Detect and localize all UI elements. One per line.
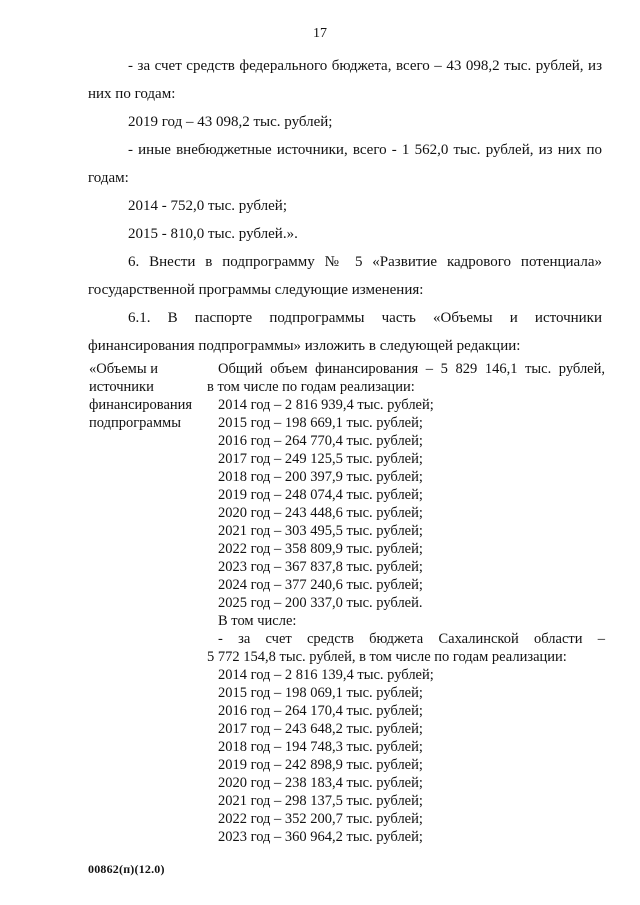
- regional-year-line: 2018 год – 194 748,3 тыс. рублей;: [218, 739, 423, 755]
- total-year-line: 2021 год – 303 495,5 тыс. рублей;: [218, 523, 423, 539]
- paragraph-extra-budget-line2: годам:: [88, 170, 129, 186]
- paragraph-item-6-line2: государственной программы следующие изменения:: [88, 282, 424, 298]
- regional-year-line: 2014 год – 2 816 139,4 тыс. рублей;: [218, 667, 434, 683]
- total-year-line: 2024 год – 377 240,6 тыс. рублей;: [218, 577, 423, 593]
- paragraph-2014-amount: 2014 - 752,0 тыс. рублей;: [128, 198, 287, 214]
- financing-label-line: источники: [89, 379, 154, 395]
- regional-budget-line2: 5 772 154,8 тыс. рублей, в том числе по годам реализации:: [207, 649, 567, 665]
- total-financing-line2: в том числе по годам реализации:: [207, 379, 415, 395]
- total-year-line: 2016 год – 264 770,4 тыс. рублей;: [218, 433, 423, 449]
- paragraph-item-6-1-line2: финансирования подпрограммы» изложить в следующей редакции:: [88, 338, 521, 354]
- paragraph-extra-budget-line1: - иные внебюджетные источники, всего - 1 562,0 тыс. рублей, из них по: [128, 142, 602, 158]
- financing-label-column: [89, 360, 201, 432]
- total-year-line: 2017 год – 249 125,5 тыс. рублей;: [218, 451, 423, 467]
- paragraph-2015-amount: 2015 - 810,0 тыс. рублей.».: [128, 226, 298, 242]
- regional-year-line: 2016 год – 264 170,4 тыс. рублей;: [218, 703, 423, 719]
- financing-label-line: «Объемы и: [89, 361, 158, 377]
- total-year-line: 2014 год – 2 816 939,4 тыс. рублей;: [218, 397, 434, 413]
- total-year-line: 2018 год – 200 397,9 тыс. рублей;: [218, 469, 423, 485]
- total-year-line: 2023 год – 367 837,8 тыс. рублей;: [218, 559, 423, 575]
- document-code: 00862(п)(12.0): [88, 862, 165, 876]
- regional-year-line: 2017 год – 243 648,2 тыс. рублей;: [218, 721, 423, 737]
- total-year-line: 2019 год – 248 074,4 тыс. рублей;: [218, 487, 423, 503]
- regional-year-line: 2023 год – 360 964,2 тыс. рублей;: [218, 829, 423, 845]
- page-number: 17: [313, 26, 327, 41]
- paragraph-2019-amount: 2019 год – 43 098,2 тыс. рублей;: [128, 114, 333, 130]
- total-financing-line1: Общий объем финансирования – 5 829 146,1 тыс. рублей,: [218, 361, 605, 377]
- regional-year-line: 2015 год – 198 069,1 тыс. рублей;: [218, 685, 423, 701]
- regional-year-line: 2020 год – 238 183,4 тыс. рублей;: [218, 775, 423, 791]
- regional-budget-line1: - за счет средств бюджета Сахалинской области –: [218, 631, 605, 647]
- total-year-line: 2020 год – 243 448,6 тыс. рублей;: [218, 505, 423, 521]
- including-heading: В том числе:: [218, 613, 297, 629]
- regional-year-line: 2021 год – 298 137,5 тыс. рублей;: [218, 793, 423, 809]
- regional-year-line: 2022 год – 352 200,7 тыс. рублей;: [218, 811, 423, 827]
- financing-label-line: финансирования: [89, 397, 193, 413]
- paragraph-item-6-line1: 6. Внести в подпрограмму № 5 «Развитие кадрового потенциала»: [128, 254, 602, 270]
- paragraph-federal-budget-line2: них по годам:: [88, 86, 176, 102]
- regional-year-line: 2019 год – 242 898,9 тыс. рублей;: [218, 757, 423, 773]
- financing-label-line: подпрограммы: [89, 415, 181, 431]
- total-year-line: 2022 год – 358 809,9 тыс. рублей;: [218, 541, 423, 557]
- paragraph-item-6-1-line1: 6.1. В паспорте подпрограммы часть «Объемы и источники: [128, 310, 602, 326]
- total-year-line: 2015 год – 198 669,1 тыс. рублей;: [218, 415, 423, 431]
- total-year-line: 2025 год – 200 337,0 тыс. рублей.: [218, 595, 423, 611]
- paragraph-federal-budget-line1: - за счет средств федерального бюджета, всего – 43 098,2 тыс. рублей, из: [128, 58, 602, 74]
- financing-data-column: [207, 360, 605, 846]
